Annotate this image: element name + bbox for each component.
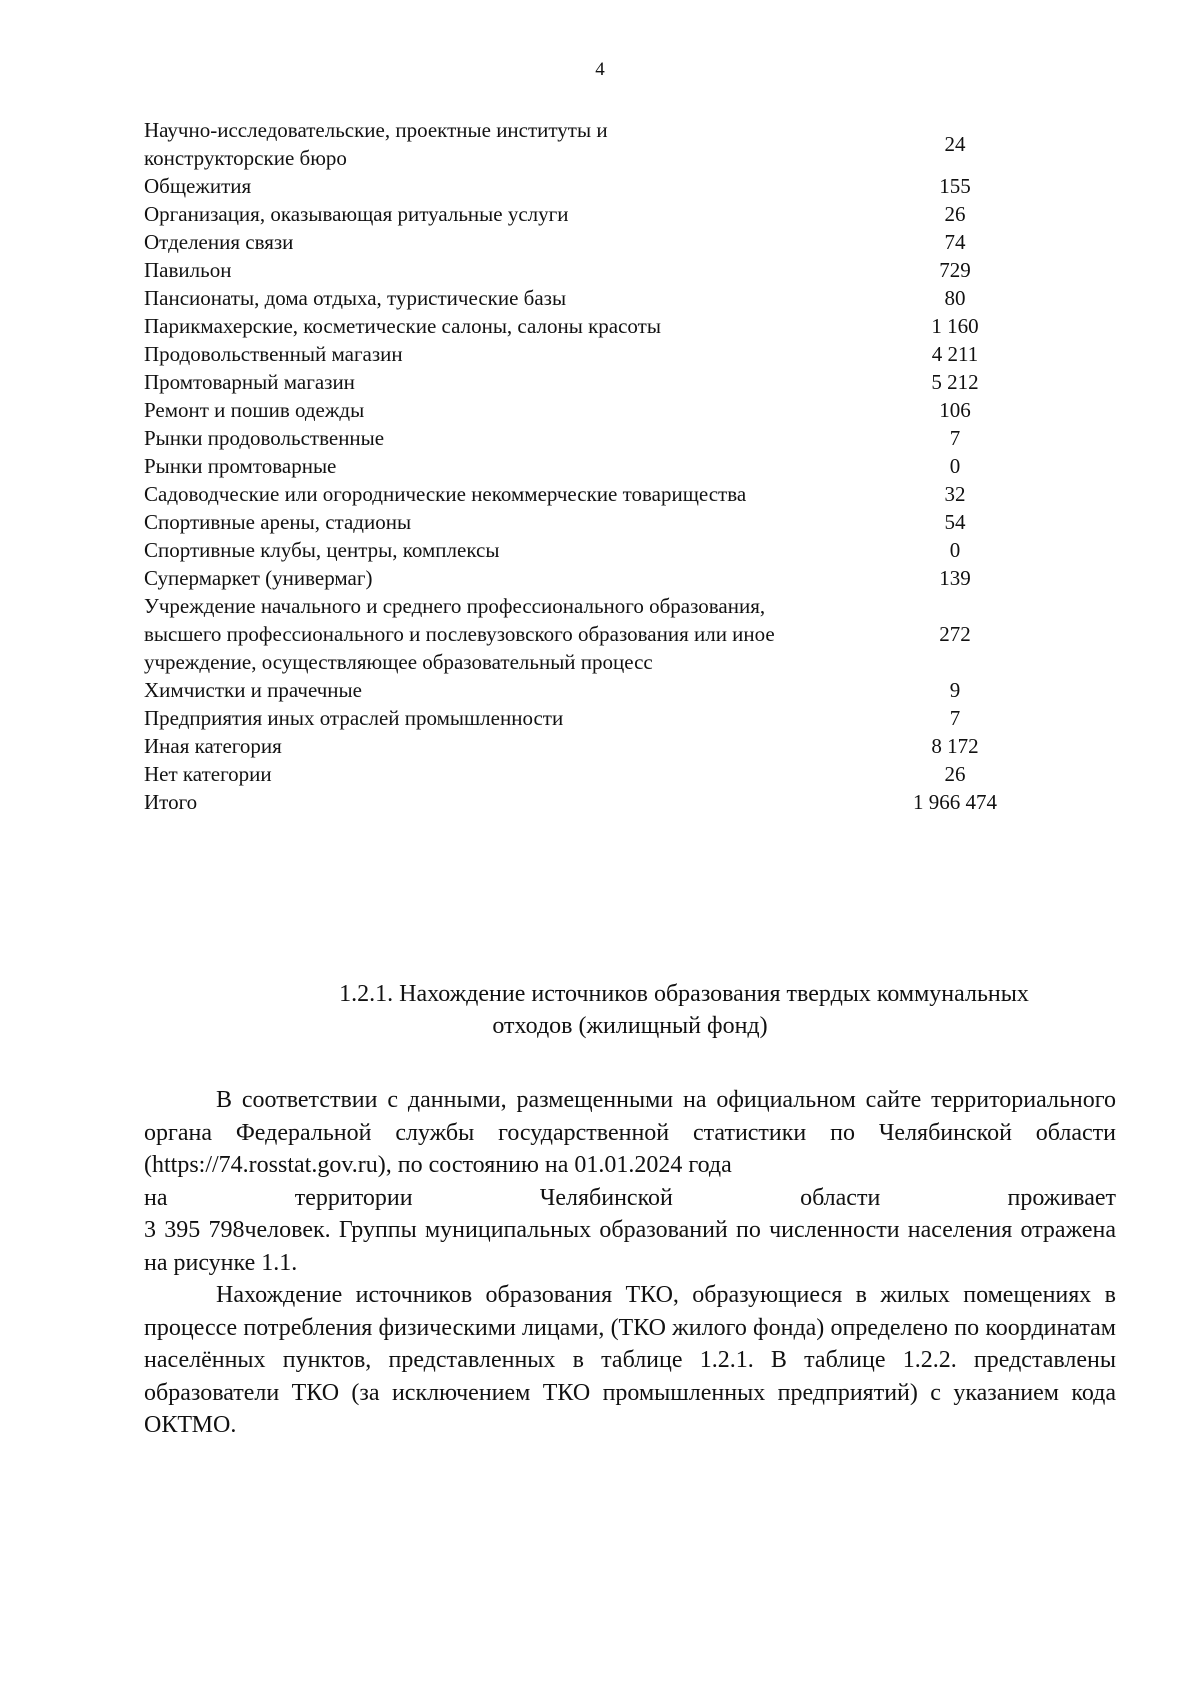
section-1-2-1	[144, 978, 1116, 1442]
row-category: Пансионаты, дома отдыха, туристические базы	[144, 286, 567, 310]
table-row	[144, 340, 1044, 368]
table-row	[144, 704, 1044, 732]
row-count: 74	[944, 230, 966, 254]
table-row	[144, 480, 1044, 508]
row-category: Спортивные арены, стадионы	[144, 510, 412, 534]
table-row	[144, 760, 1044, 788]
table-row	[144, 732, 1044, 760]
row-count: 32	[944, 482, 966, 506]
row-category: Промтоварный магазин	[144, 370, 355, 394]
row-category: Общежития	[144, 174, 252, 198]
row-category: Рынки промтоварные	[144, 454, 337, 478]
table-row	[144, 592, 1044, 676]
table-row	[144, 256, 1044, 284]
row-count: 9	[949, 678, 961, 702]
paragraph-word: области	[800, 1184, 881, 1211]
paragraph-spread-line	[144, 1182, 1116, 1215]
row-category: Продовольственный магазин	[144, 342, 403, 366]
row-count: 5 212	[931, 370, 979, 394]
section-heading	[144, 978, 1116, 1042]
paragraph-word: Челябинской	[539, 1184, 673, 1211]
paragraph-sources: Нахождение источников образования ТКО, образующиеся в жилых помещениях в процессе потребления физическими лицами, (ТКО жилого фонда) определено по координатам населённых пунктов, представленных в таблице 1.2.1. В таблице 1.2.2. представлены образователи ТКО (за исключением ТКО промышленных предприятий) с указанием кода ОКТМО.	[144, 1282, 1116, 1438]
row-count: 54	[944, 510, 966, 534]
row-category: Рынки продовольственные	[144, 426, 385, 450]
table-row	[144, 564, 1044, 592]
row-count: 139	[939, 566, 971, 590]
paragraph-text: 3 395 798человек. Группы муниципальных образований по численности населения отражена на рисунке 1.1.	[144, 1217, 1116, 1276]
table-row	[144, 676, 1044, 704]
row-category: Парикмахерские, косметические салоны, салоны красоты	[144, 314, 661, 338]
row-count: 0	[949, 538, 961, 562]
row-category: Предприятия иных отраслей промышленности	[144, 706, 564, 730]
row-count: 0	[949, 454, 961, 478]
row-category: Химчистки и прачечные	[144, 678, 362, 702]
row-category: Научно-исследовательские, проектные институты и конструкторские бюро	[144, 118, 608, 170]
page-number: 4	[595, 59, 605, 80]
row-category: Спортивные клубы, центры, комплексы	[144, 538, 500, 562]
paragraph-text: В соответствии с данными, размещенными на официальном сайте территориального органа Федеральной службы государственной статистики по Челябинской области (https://74.rosstat.gov.ru), по состоянию на 01.01.2024 года	[144, 1087, 1116, 1178]
row-count: 26	[944, 202, 966, 226]
paragraph-word: территории	[294, 1184, 413, 1211]
paragraph-word: проживает	[1007, 1184, 1116, 1211]
row-count: 80	[944, 286, 966, 310]
row-category: Супермаркет (универмаг)	[144, 566, 373, 590]
table-row	[144, 396, 1044, 424]
table-row	[144, 536, 1044, 564]
row-count: 106	[939, 398, 971, 422]
section-heading-line: отходов (жилищный фонд)	[492, 1013, 768, 1039]
table-row	[144, 508, 1044, 536]
table-row	[144, 424, 1044, 452]
row-count: 24	[944, 132, 966, 156]
row-count: 1 160	[931, 314, 979, 338]
row-count: 4 211	[931, 342, 979, 366]
row-count: 1 966 474	[913, 790, 997, 814]
table-row	[144, 116, 1044, 172]
table-row	[144, 172, 1044, 200]
row-count: 7	[949, 706, 961, 730]
table-row	[144, 228, 1044, 256]
paragraph-population	[144, 1084, 1116, 1279]
table-row	[144, 200, 1044, 228]
table-row-total	[144, 788, 1044, 816]
waste-sources-table	[144, 116, 1044, 816]
table-row	[144, 452, 1044, 480]
row-category: Учреждение начального и среднего профессионального образования, высшего профессионального и послевузовского образования или иное учреждение, осуществляющее образовательный процесс	[144, 594, 775, 674]
row-category: Павильон	[144, 258, 232, 282]
row-count: 272	[939, 622, 971, 646]
row-count: 7	[949, 426, 961, 450]
table-row	[144, 368, 1044, 396]
table-row	[144, 284, 1044, 312]
row-category: Итого	[144, 790, 198, 814]
row-count: 26	[944, 762, 966, 786]
row-category: Садоводческие или огороднические некоммерческие товарищества	[144, 482, 747, 506]
row-category: Нет категории	[144, 762, 272, 786]
row-category: Организация, оказывающая ритуальные услуги	[144, 202, 569, 226]
section-heading-line: 1.2.1. Нахождение источников образования твердых коммунальных	[339, 981, 1029, 1007]
row-count: 8 172	[931, 734, 979, 758]
table-row	[144, 312, 1044, 340]
paragraph-word: на	[144, 1184, 168, 1211]
row-count: 729	[939, 258, 971, 282]
row-category: Иная категория	[144, 734, 282, 758]
row-category: Ремонт и пошив одежды	[144, 398, 365, 422]
row-count: 155	[939, 174, 971, 198]
row-category: Отделения связи	[144, 230, 294, 254]
